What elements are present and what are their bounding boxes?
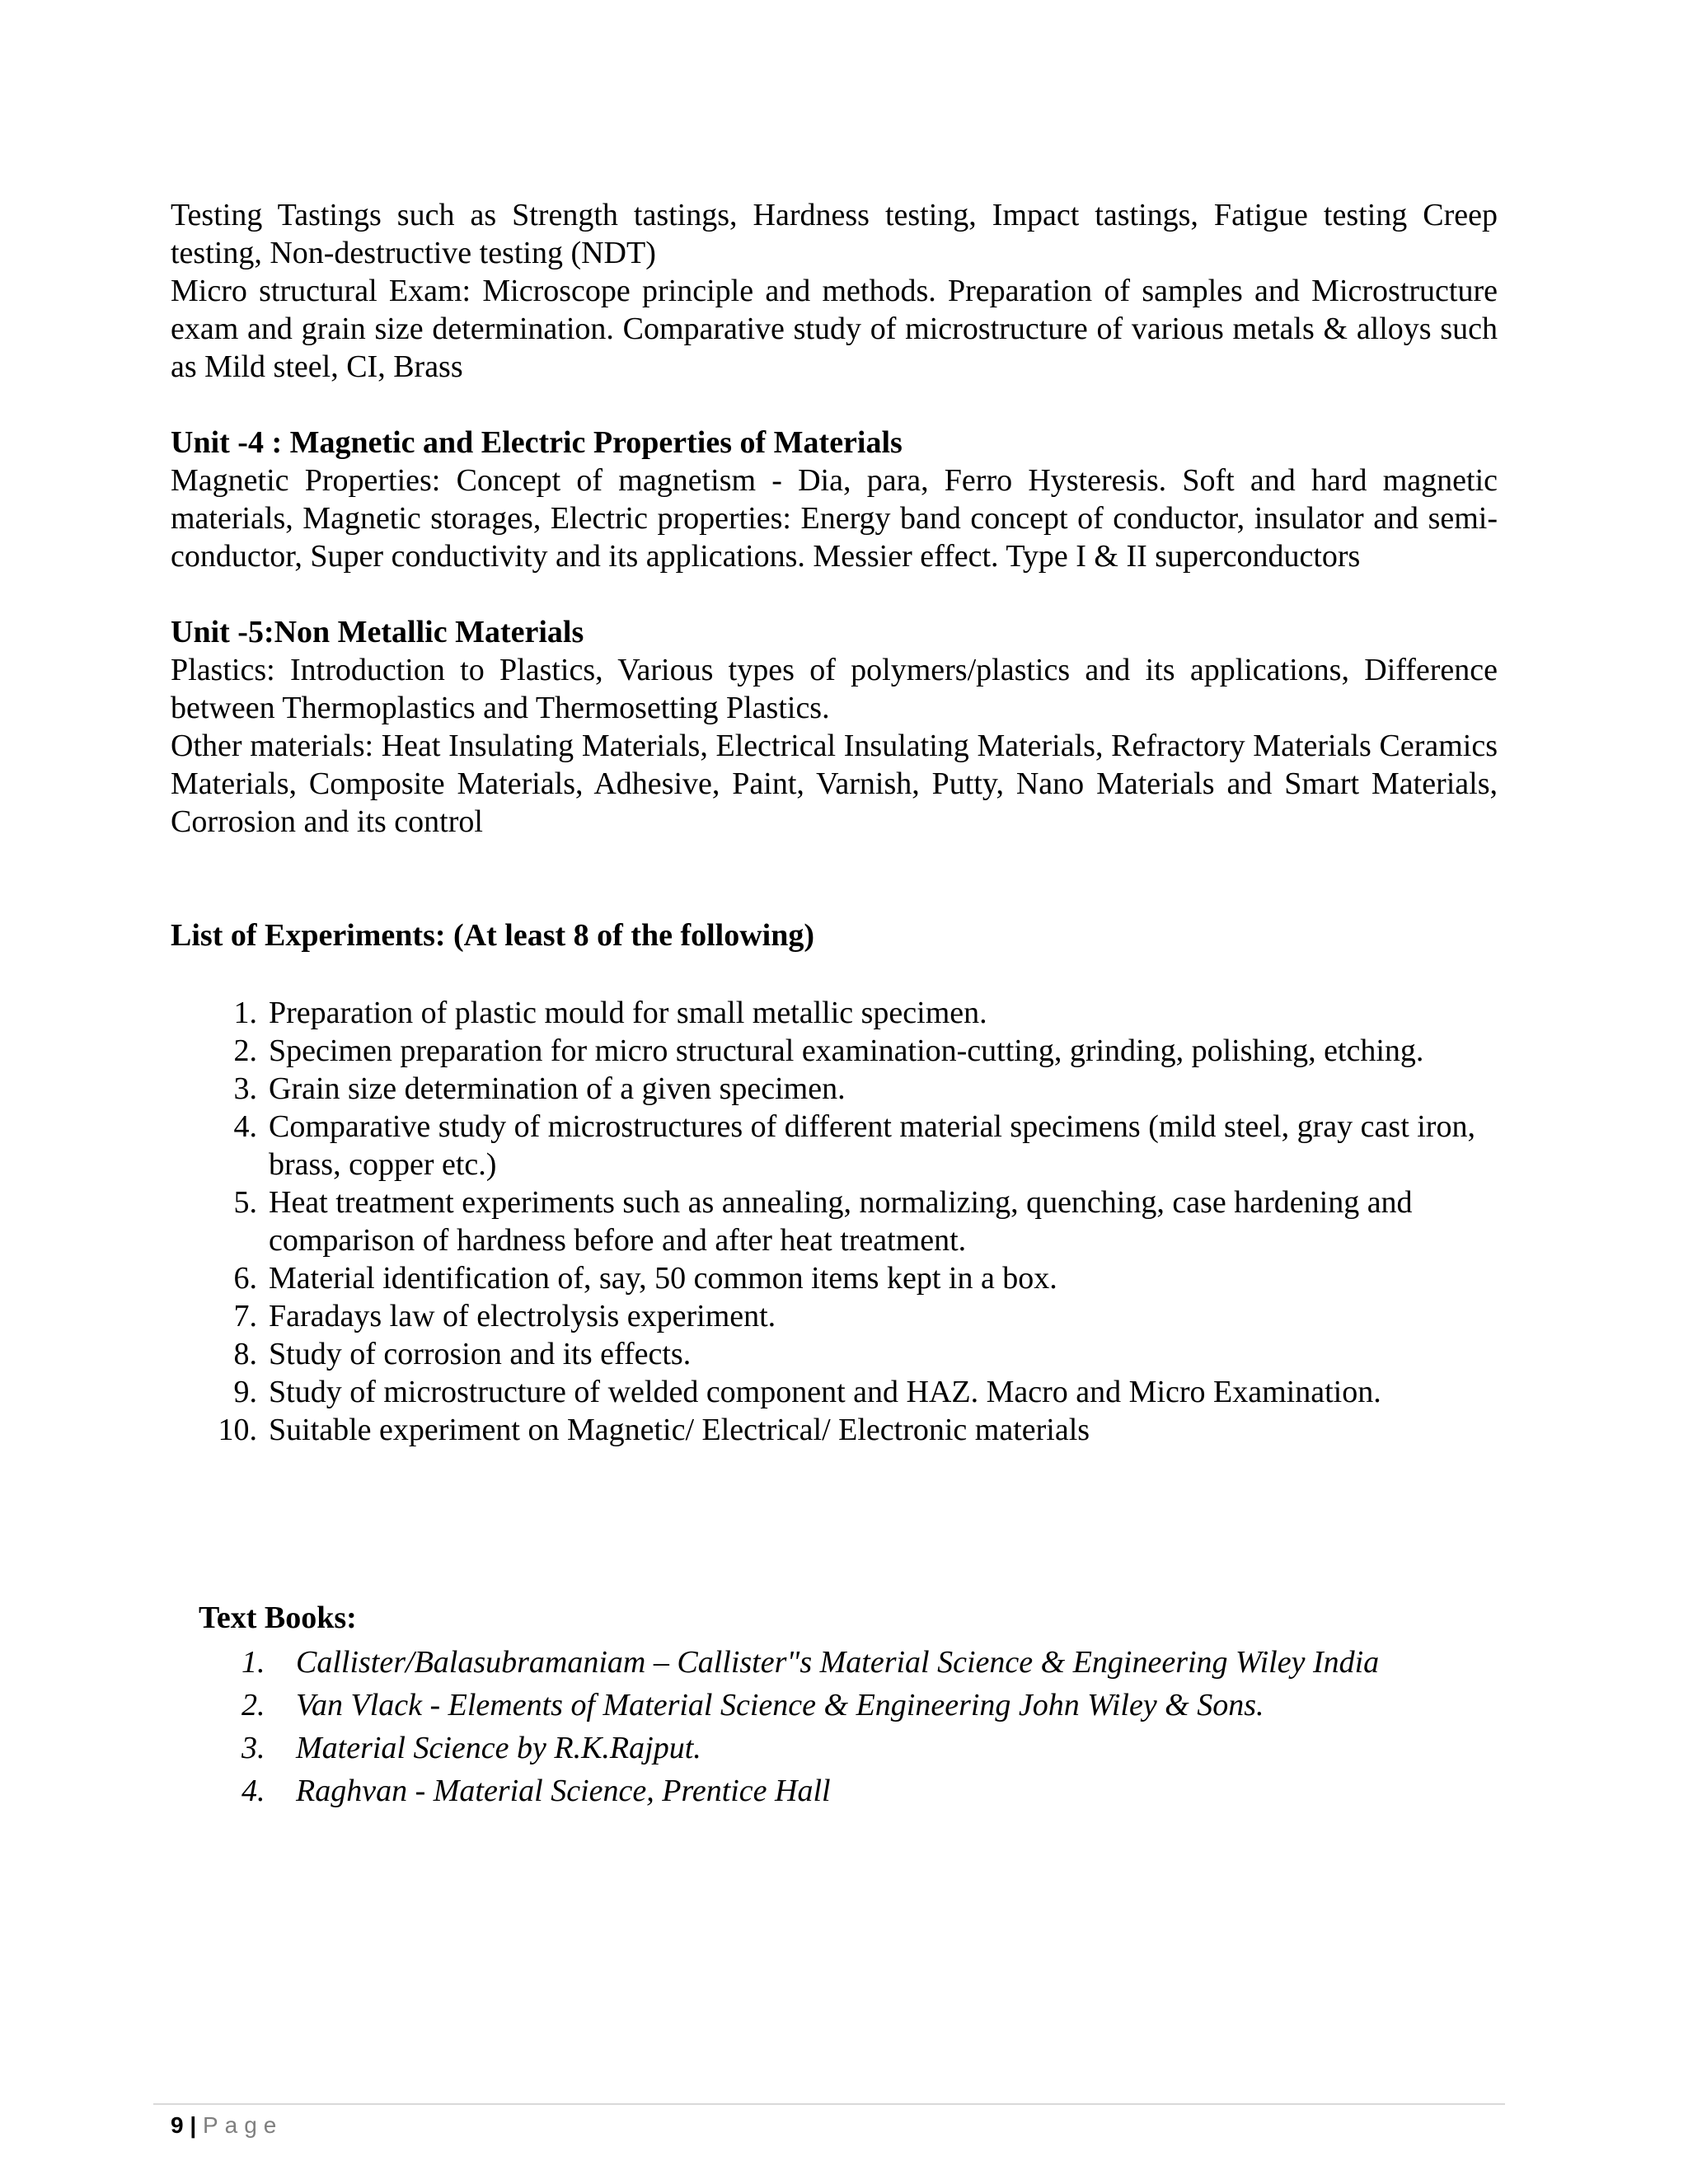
page-number: 9 [171,2112,184,2138]
list-item: 3. Material Science by R.K.Rajput. [241,1731,701,1765]
list-item: 1. Callister/Balasubramaniam – Callister"s Material Science & Engineering Wiley India [241,1645,1380,1680]
list-item: 3. Grain size determination of a given specimen. [233,1071,846,1106]
list-item: 10. Suitable experiment on Magnetic/ Electrical/ Electronic materials [218,1413,1090,1447]
page-label: Page [202,2112,284,2138]
experiments-list [171,994,1498,1449]
list-item: 1. Preparation of plastic mould for small metallic specimen. [233,996,987,1030]
list-item: 2. Specimen preparation for micro structural examination-cutting, grinding, polishing, etching. [233,1033,1424,1068]
list-item: 5. Heat treatment experiments such as annealing, normalizing, quenching, case hardening and comparison of hardness before and after heat treatment. [233,1185,1413,1258]
unit-4-body: Magnetic Properties: Concept of magnetism - Dia, para, Ferro Hysteresis. Soft and hard magnetic materials, Magnetic storages, Electric properties: Energy band concept of conductor, insulator and semi-conductor, Super conductivity and its applications. Messier effect. Type I & II superconductors [171,463,1498,574]
list-item: 8. Study of corrosion and its effects. [233,1337,692,1371]
footer-separator: | [190,2112,197,2138]
unit-4-heading: Unit -4 : Magnetic and Electric Properties of Materials [171,425,903,460]
unit-5-other-materials: Other materials: Heat Insulating Materials, Electrical Insulating Materials, Refractory Materials Ceramics Materials, Composite Materials, Adhesive, Paint, Varnish, Putty, Nano Materials and Smart Materials, Corrosion and its control [171,729,1498,839]
list-item: 6. Material identification of, say, 50 common items kept in a box. [233,1261,1057,1296]
testing-paragraph: Testing Tastings such as Strength tastings, Hardness testing, Impact tastings, Fatigue testing Creep testing, Non-destructive testing (NDT) [171,198,1498,270]
page-content [171,196,1498,1449]
list-item: 7. Faradays law of electrolysis experiment. [233,1299,776,1333]
unit-5-heading: Unit -5:Non Metallic Materials [171,615,584,649]
list-item: 4. Comparative study of microstructures of different material specimens (mild steel, gray cast iron, brass, copper etc.) [233,1109,1475,1182]
list-item: 9. Study of microstructure of welded component and HAZ. Macro and Micro Examination. [233,1375,1381,1409]
list-item: 4. Raghvan - Material Science, Prentice Hall [241,1774,831,1808]
experiments-heading: List of Experiments: (At least 8 of the following) [171,918,815,953]
footer-divider [153,2103,1505,2105]
textbooks-heading: Text Books: [199,1601,357,1635]
list-item: 2. Van Vlack - Elements of Material Science & Engineering John Wiley & Sons. [241,1688,1264,1722]
unit-5-plastics: Plastics: Introduction to Plastics, Various types of polymers/plastics and its applications, Difference between Thermoplastics and Thermosetting Plastics. [171,653,1498,725]
textbooks-list [199,1643,1379,1815]
micro-structural-paragraph: Micro structural Exam: Microscope principle and methods. Preparation of samples and Microstructure exam and grain size determination. Comparative study of microstructure of various metals & alloys such as Mild steel, CI, Brass [171,274,1498,384]
page-footer [171,2111,283,2139]
